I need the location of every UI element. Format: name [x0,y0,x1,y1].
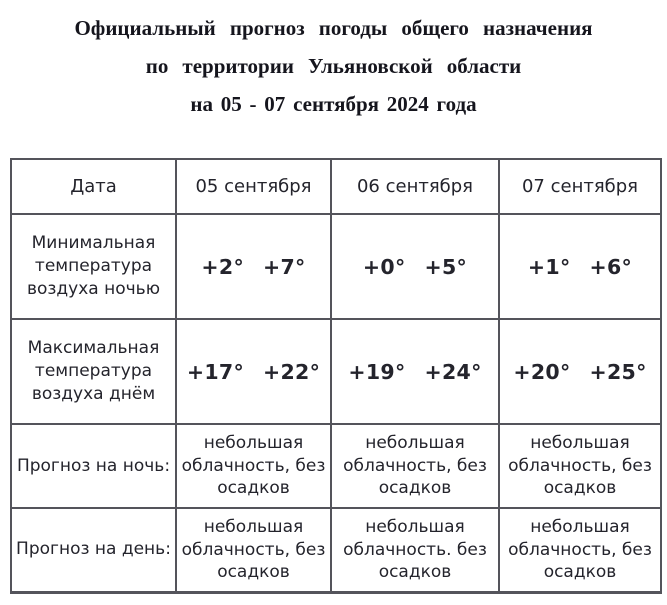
night-forecast-day1-cell: небольшая облачность, без осадков [176,424,331,508]
temp-low: +19° [348,359,406,384]
forecast-table [10,158,662,594]
min-temp-day2-cell [331,214,499,319]
night-forecast-day3-cell: небольшая облачность, без осадков [499,424,661,508]
night-forecast-day2-cell: небольшая облачность, без осадков [331,424,499,508]
table-row-night-forecast [11,424,661,508]
max-temp-day2-cell [331,319,499,424]
title-line-1: Официальный прогноз погоды общего назначения [74,16,593,40]
temp-high: +5° [424,254,468,279]
day-forecast-day3-cell: небольшая облачность, без осадков [499,508,661,592]
temp-low: +2° [201,254,244,279]
min-temp-day3-cell [499,214,661,319]
min-temp-day1-cell [176,214,331,319]
header-cell-day3: 07 сентября [499,159,661,214]
temp-pair [503,255,657,279]
temp-pair [180,255,327,279]
header-cell-day1: 05 сентября [176,159,331,214]
row-label-day-forecast: Прогноз на день: [11,508,176,592]
temp-low: +20° [513,359,571,384]
temp-pair [180,360,327,384]
header-cell-date: Дата [11,159,176,214]
temp-high: +7° [263,254,306,279]
temp-pair [335,255,495,279]
temp-high: +25° [589,359,647,384]
day-forecast-day2-cell: небольшая облачность. без осадков [331,508,499,592]
table-row-max-temp [11,319,661,424]
title-line-3: на 05 - 07 сентября 2024 года [190,92,477,116]
temp-pair [503,360,657,384]
temp-low: +17° [186,359,244,384]
table-row-min-temp [11,214,661,319]
temp-low: +0° [362,254,406,279]
row-label-min-temp: Минимальная температура воздуха ночью [11,214,176,319]
table-row-day-forecast [11,508,661,592]
table-header-row [11,159,661,214]
page-title [0,0,667,123]
temp-high: +22° [263,359,321,384]
title-line-2: по территории Ульяновской области [145,54,522,78]
max-temp-day1-cell [176,319,331,424]
temp-high: +24° [424,359,482,384]
day-forecast-day1-cell: небольшая облачность, без осадков [176,508,331,592]
row-label-night-forecast: Прогноз на ночь: [11,424,176,508]
row-label-max-temp: Максимальная температура воздуха днём [11,319,176,424]
temp-high: +6° [589,254,633,279]
header-cell-day2: 06 сентября [331,159,499,214]
temp-low: +1° [527,254,571,279]
temp-pair [335,360,495,384]
max-temp-day3-cell [499,319,661,424]
